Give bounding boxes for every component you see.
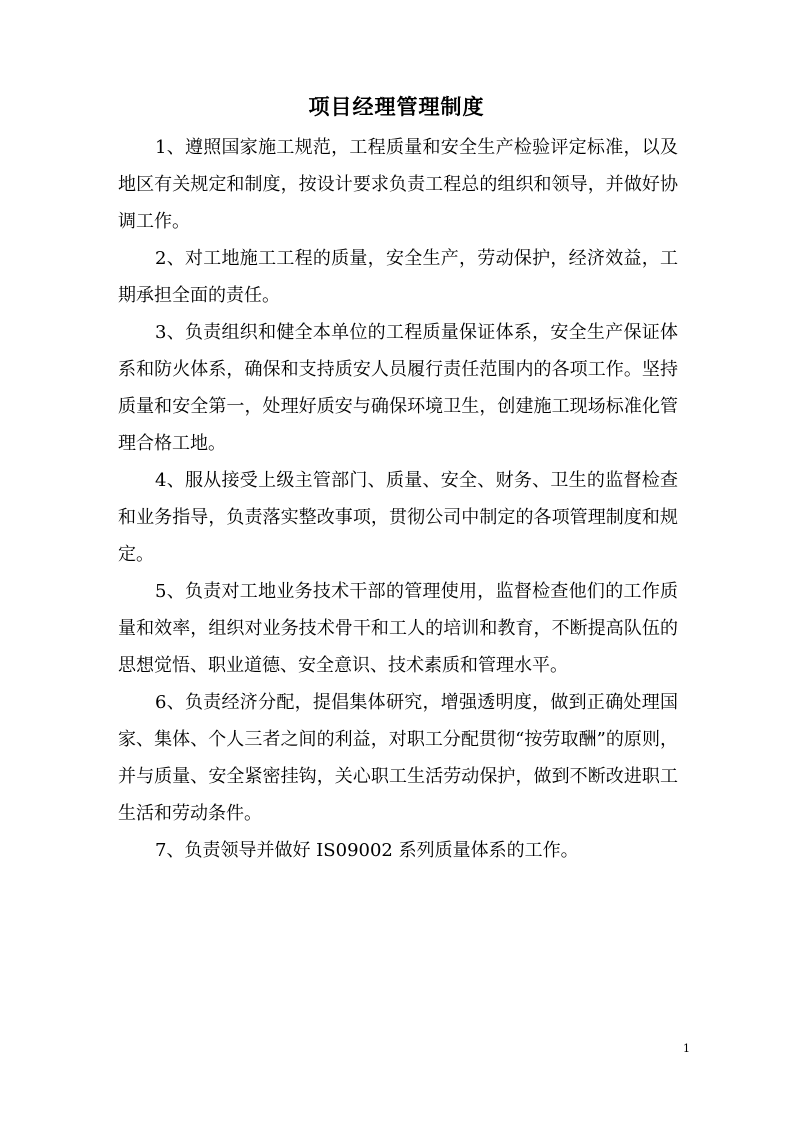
paragraph-3: 3、负责组织和健全本单位的工程质量保证体系，安全生产保证体系和防火体系，确保和支持质安人员履行责任范围内的各项工作。坚持质量和安全第一，处理好质安与确保环境卫生，创建施工现场标准化管理合格工地。 <box>118 322 678 454</box>
paragraph-1: 1、遵照国家施工规范，工程质量和安全生产检验评定标准，以及地区有关规定和制度，按设计要求负责工程总的组织和领导，并做好协调工作。 <box>118 137 678 232</box>
document-title: 项目经理管理制度 <box>308 95 485 119</box>
paragraph-7: 7、负责领导并做好 IS09002 系列质量体系的工作。 <box>155 840 579 861</box>
document-body <box>118 129 678 869</box>
paragraph-6: 6、负责经济分配，提倡集体研究，增强透明度，做到正确处理国家、集体、个人三者之间的利益，对职工分配贯彻“按劳取酬”的原则，并与质量、安全紧密挂钩，关心职工生活劳动保护，做到不断改进职工生活和劳动条件。 <box>118 692 678 824</box>
page-number: 1 <box>683 1042 690 1055</box>
paragraph-5: 5、负责对工地业务技术干部的管理使用，监督检查他们的工作质量和效率，组织对业务技术骨干和工人的培训和教育，不断提高队伍的思想觉悟、职业道德、安全意识、技术素质和管理水平。 <box>118 581 678 676</box>
paragraph-4: 4、服从接受上级主管部门、质量、安全、财务、卫生的监督检查和业务指导，负责落实整改事项，贯彻公司中制定的各项管理制度和规定。 <box>118 470 678 565</box>
paragraph-2: 2、对工地施工工程的质量，安全生产，劳动保护，经济效益，工期承担全面的责任。 <box>118 248 678 306</box>
